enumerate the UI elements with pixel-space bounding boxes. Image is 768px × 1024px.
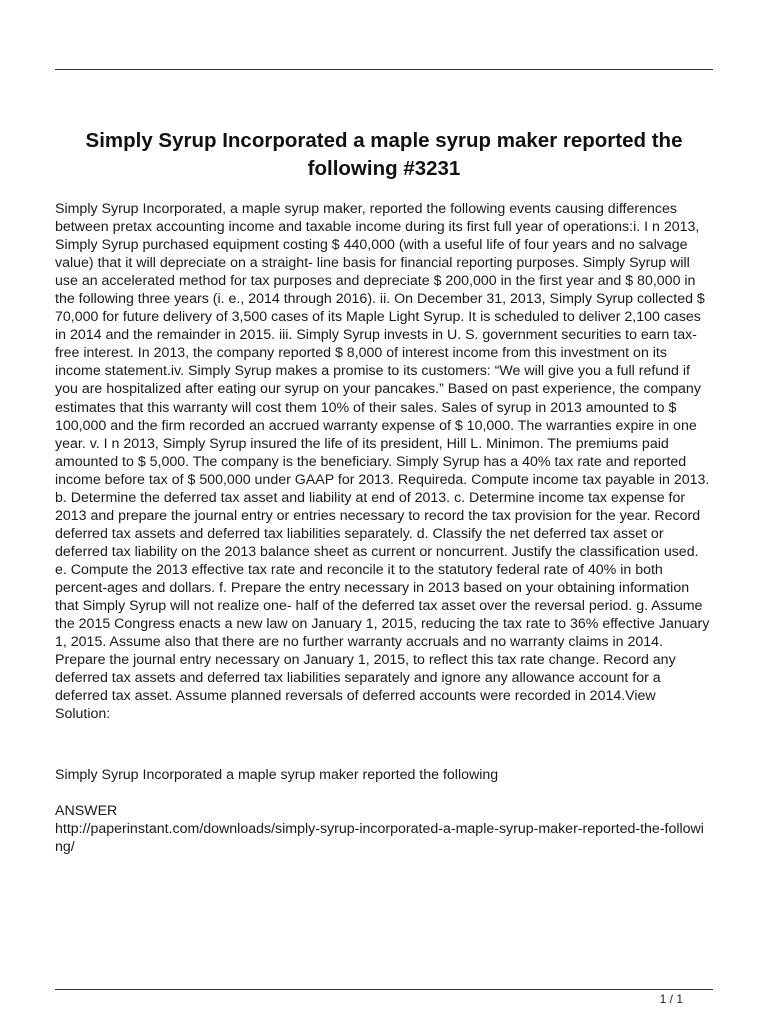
top-divider <box>55 69 713 70</box>
page-number: 1 / 1 <box>659 992 683 1006</box>
answer-link[interactable]: http://paperinstant.com/downloads/simply-syrup-incorporated-a-maple-syrup-maker-reported-the-following/ <box>55 821 704 855</box>
answer-label: ANSWER <box>55 803 118 819</box>
bottom-divider <box>55 989 713 990</box>
document-title: Simply Syrup Incorporated a maple syrup maker reported the following #3231 <box>85 129 683 180</box>
problem-body-text: Simply Syrup Incorporated, a maple syrup maker, reported the following events causing differences between pretax accounting income and taxable income during its first full year of operations:i. I n 2013, Simply Syrup purchased equipment costing $ 440,000 (with a useful life of four years and no salvage value) that it will depreciate on a straight- line basis for financial reporting purposes. Simply Syrup will use an accelerated method for tax purposes and depreciate $ 200,000 in the first year and $ 80,000 in the following three years (i. e., 2014 through 2016). ii. On December 31, 2013, Simply Syrup collected $ 70,000 for future delivery of 3,500 cases of its Maple Light Syrup. It is scheduled to deliver 2,100 cases in 2014 and the remainder in 2015. iii. Simply Syrup invests in U. S. government securities to earn tax- free interest. In 2013, the company reported $ 8,000 of interest income from this investment on its income statement.iv. Simply Syrup makes a promise to its customers: “We will give you a full refund if you are hospitalized after eating our syrup on your pancakes.” Based on past experience, the company estimates that this warranty will cost them 10% of their sales. Sales of syrup in 2013 amounted to $ 100,000 and the firm recorded an accrued warranty expense of $ 10,000. The warranties expire in one year. v. I n 2013, Simply Syrup insured the life of its president, Hill L. Minimon. The premiums paid amounted to $ 5,000. The company is the beneficiary. Simply Syrup has a 40% tax rate and reported income before tax of $ 500,000 under GAAP for 2013. Requireda. Compute income tax payable in 2013. b. Determine the deferred tax asset and liability at end of 2013. c. Determine income tax expense for 2013 and prepare the journal entry or entries necessary to record the tax provision for the year. Record deferred tax assets and deferred tax liabilities separately. d. Classify the net deferred tax asset or deferred tax liability on the 2013 balance sheet as current or noncurrent. Justify the classification used. e. Compute the 2013 effective tax rate and reconcile it to the statutory federal rate of 40% in both percent-ages and dollars. f. Prepare the entry necessary in 2013 based on your obtaining information that Simply Syrup will not realize one- half of the deferred tax asset over the reversal period. g. Assume the 2015 Congress enacts a new law on January 1, 2015, reducing the tax rate to 36% effective January 1, 2015. Assume also that there are no further warranty accruals and no warranty claims in 2014. Prepare the journal entry necessary on January 1, 2015, to reflect this tax rate change. Record any deferred tax assets and deferred tax liabilities separately and ignore any allowance account for a deferred tax asset. Assume planned reversals of deferred accounts were recorded in 2014.View Solution: <box>55 201 710 723</box>
solution-title-line: Simply Syrup Incorporated a maple syrup maker reported the following <box>55 767 499 783</box>
